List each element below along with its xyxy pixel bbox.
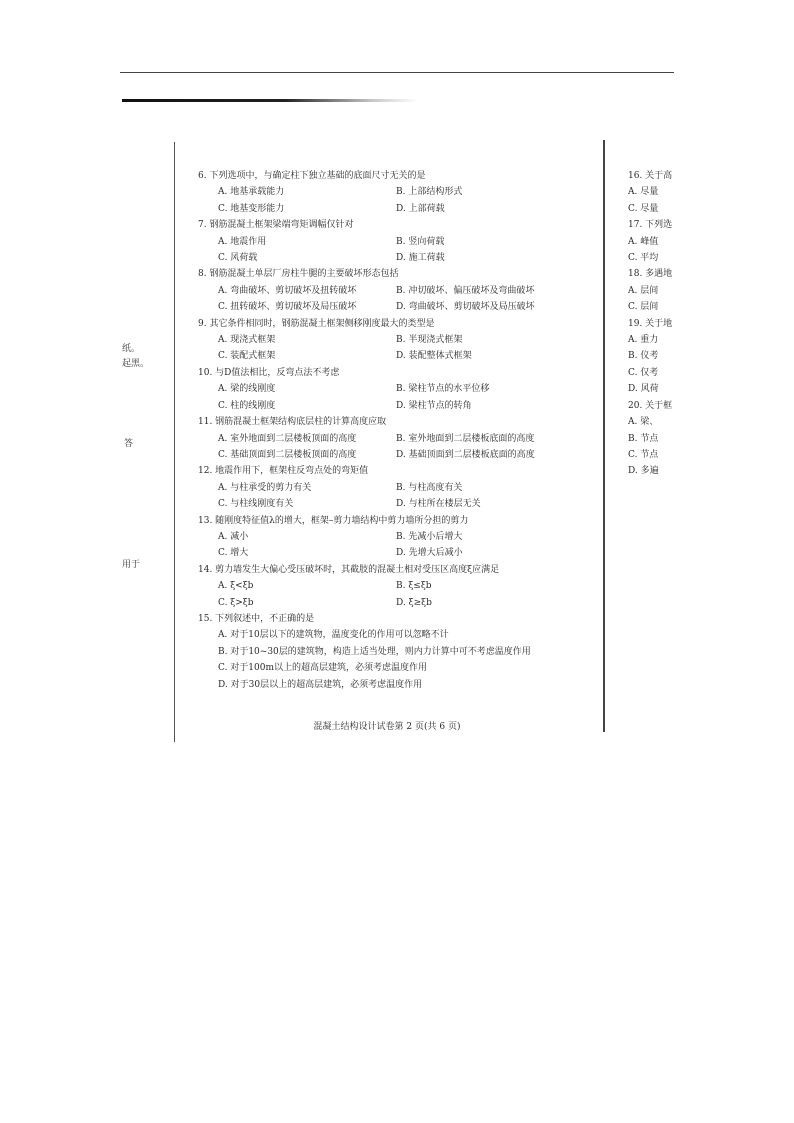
option: B. 与柱高度有关 (396, 482, 463, 493)
question-15 (198, 611, 598, 693)
option: D. 上部荷载 (396, 203, 445, 214)
option: D. 梁柱节点的转角 (396, 400, 472, 411)
fragment-line: A. 峰值 (628, 236, 659, 247)
option: C. 增大 (218, 548, 249, 559)
option: B. 室外地面到二层楼板底面的高度 (396, 433, 535, 444)
option: C. 与柱线刚度有关 (218, 499, 294, 510)
option: A. 弯曲破坏、剪切破坏及扭转破坏 (218, 285, 357, 296)
fragment-line: D. 多遍 (628, 466, 659, 477)
question-stem: 15. 下列叙述中，不正确的是 (198, 613, 315, 624)
page-number-label: 混凝土结构设计试卷第 2 页(共 6 页) (313, 722, 461, 732)
option: A. 地震作用 (218, 236, 267, 247)
option: C. 对于100m以上的超高层建筑，必须考虑温度作用 (218, 663, 428, 674)
option: A. 室外地面到二层楼板顶面的高度 (218, 433, 357, 444)
option: D. 装配整体式框架 (396, 351, 472, 362)
fragment-line: 19. 关于地 (628, 318, 673, 329)
fragment-line: 20. 关于框 (628, 400, 673, 411)
fragment-line: C. 节点 (628, 449, 659, 460)
option: C. 扭转破坏、剪切破坏及局压破坏 (218, 302, 357, 313)
left-margin-fragment: 用于 (122, 560, 141, 570)
fragment-line: 17. 下列选 (628, 220, 673, 231)
option: D. ξ≥ξb (396, 597, 432, 608)
question-11 (198, 414, 598, 463)
page-footer (0, 719, 794, 732)
option: B. 竖向荷载 (396, 236, 445, 247)
option: A. 对于10层以下的建筑物，温度变化的作用可以忽略不计 (218, 630, 449, 641)
question-stem: 13. 随刚度特征值λ的增大，框架–剪力墙结构中剪力墙所分担的剪力 (198, 515, 469, 526)
fragment-line: C. 仅考 (628, 367, 659, 378)
option: D. 对于30层以上的超高层建筑，必须考虑温度作用 (218, 679, 423, 690)
option: C. 地基变形能力 (218, 203, 285, 214)
question-8 (198, 266, 598, 315)
question-6 (198, 168, 598, 217)
option: B. 半现浇式框架 (396, 335, 463, 346)
left-margin-fragment: 起黑。 (122, 359, 150, 369)
option: D. 先增大后减小 (396, 548, 463, 559)
option: B. 对于10~30层的建筑物，构造上适当处理，则内力计算中可不考虑温度作用 (218, 646, 531, 657)
option: B. 冲切破坏、偏压破坏及弯曲破坏 (396, 285, 535, 296)
fragment-line: 16. 关于高 (628, 171, 673, 181)
question-12 (198, 463, 598, 512)
question-stem: 10. 与D值法相比，反弯点法不考虑 (198, 367, 340, 378)
option: A. 现浇式框架 (218, 335, 276, 346)
option: B. 上部结构形式 (396, 187, 463, 198)
option: B. 先减小后增大 (396, 531, 463, 542)
question-10 (198, 365, 598, 414)
question-list (198, 168, 598, 693)
question-stem: 7. 钢筋混凝土框架梁端弯矩调幅仅针对 (198, 220, 354, 231)
fragment-line: D. 风荷 (628, 384, 659, 395)
question-stem: 9. 其它条件相同时，钢筋混凝土框架侧移刚度最大的类型是 (198, 318, 435, 329)
left-margin-fragment: 答 (124, 439, 134, 449)
fragment-line: C. 层间 (628, 302, 659, 313)
option: C. 基础顶面到二层楼板顶面的高度 (218, 449, 357, 460)
question-14 (198, 562, 598, 611)
option: D. 与柱所在楼层无关 (396, 499, 481, 510)
option: B. 梁柱节点的水平位移 (396, 384, 490, 395)
option: D. 施工荷载 (396, 253, 445, 264)
option: C. 柱的线刚度 (218, 400, 276, 411)
option: A. ξ<ξb (218, 581, 254, 592)
fragment-line: B. 节点 (628, 433, 659, 444)
option: A. 地基承载能力 (218, 187, 285, 198)
option: D. 基础顶面到二层楼板底面的高度 (396, 449, 535, 460)
fragment-line: C. 平均 (628, 253, 659, 264)
question-stem: 14. 剪力墙发生大偏心受压破坏时，其截肢的混凝土相对受压区高度ξ应满足 (198, 564, 500, 575)
fragment-line: A. 层间 (628, 285, 659, 296)
fragment-line: B. 仪考 (628, 351, 659, 362)
question-stem: 8. 钢筋混凝土单层厂房柱牛腿的主要破坏形态包括 (198, 269, 399, 280)
option: A. 与柱承受的剪力有关 (218, 482, 312, 493)
header-thick-rule (122, 99, 418, 102)
option: A. 减小 (218, 531, 249, 542)
question-stem: 11. 钢筋混凝土框架结构底层柱的计算高度应取 (198, 417, 387, 428)
fragment-line: C. 尽量 (628, 203, 659, 214)
fragment-line: A. 梁、 (628, 417, 659, 428)
fragment-line: 18. 多遇地 (628, 269, 673, 280)
question-stem: 6. 下列选项中，与确定柱下独立基础的底面尺寸无关的是 (198, 171, 426, 181)
fragment-line: A. 尽量 (628, 187, 659, 198)
header-rule (120, 72, 674, 73)
option: C. 装配式框架 (218, 351, 276, 362)
question-7 (198, 217, 598, 266)
option: D. 弯曲破坏、剪切破坏及局压破坏 (396, 302, 535, 313)
page-left-border (174, 142, 175, 742)
option: B. ξ≤ξb (396, 581, 432, 592)
fragment-line: A. 重力 (628, 335, 659, 346)
left-margin-fragment: 纸。 (122, 344, 141, 354)
option: C. 风荷载 (218, 253, 258, 264)
right-page-fragment (628, 168, 676, 480)
question-13 (198, 513, 598, 562)
option: C. ξ>ξb (218, 597, 254, 608)
question-stem: 12. 地震作用下，框架柱反弯点处的弯矩值 (198, 466, 369, 477)
question-9 (198, 316, 598, 365)
option: A. 梁的线刚度 (218, 384, 276, 395)
